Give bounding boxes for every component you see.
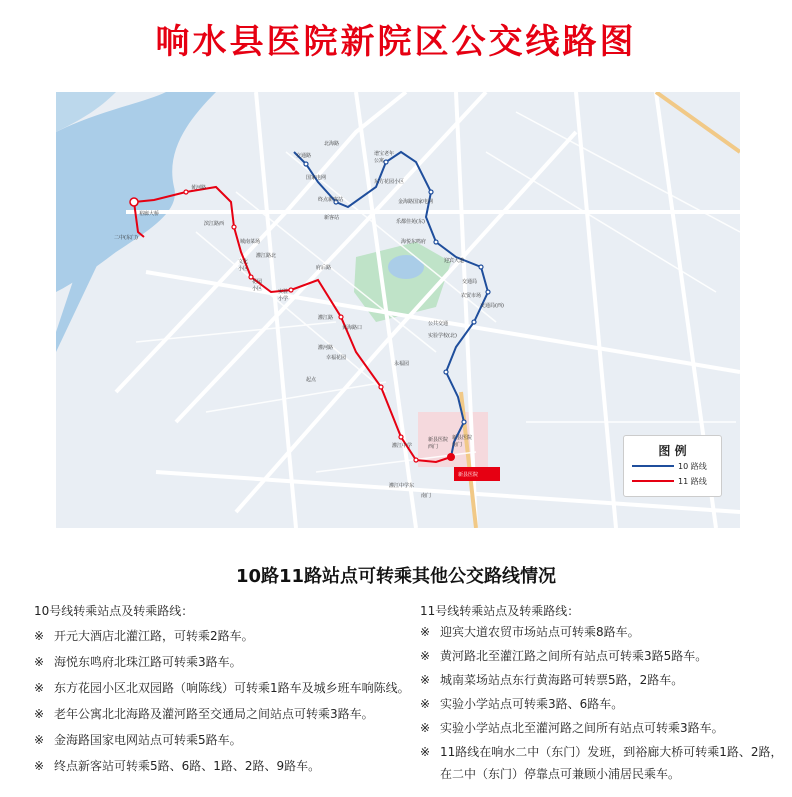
map-label: 交通路 xyxy=(296,153,312,159)
list-item-continuation: 在二中（东门）停靠点可兼顾小浦居民乘车。 xyxy=(440,767,681,781)
map-label: 东方花园小区 xyxy=(374,179,405,185)
map-label: 乐都佳苑(东) xyxy=(396,219,425,225)
mark-icon: ※ xyxy=(34,733,45,747)
left-transfer-list xyxy=(34,603,410,773)
map-label: 交通局(西) xyxy=(480,303,504,309)
map-label: 实验学校(北) xyxy=(428,333,457,339)
map-label: 府后路 xyxy=(316,265,332,271)
map-label: 实验小学 xyxy=(278,289,289,302)
list-item: ※ 终点新客站可转乘5路、6路、1路、2路、9路车。 xyxy=(34,759,321,773)
right-transfer-list xyxy=(420,603,783,781)
mark-icon: ※ xyxy=(34,629,45,643)
mark-icon: ※ xyxy=(420,697,431,711)
legend-label-11: 11 路线 xyxy=(678,477,707,486)
map-label: 新客站 xyxy=(324,215,340,221)
page-title: 响水县医院新院区公交线路图 xyxy=(155,22,637,62)
map-label: 灌江路 xyxy=(318,315,334,321)
map-label: 迎宾大道 xyxy=(444,258,465,264)
list-item: ※ 迎宾大道农贸市场站点可转乘8路车。 xyxy=(420,625,640,639)
map-label: 金海路国家电网 xyxy=(398,199,434,205)
mark-icon: ※ xyxy=(420,721,431,735)
mark-icon: ※ xyxy=(34,759,45,773)
route-map[interactable] xyxy=(56,92,740,528)
map-label: 永福园 xyxy=(394,361,410,367)
map-label: 南门 xyxy=(421,493,432,499)
map-label: 黄海路口 xyxy=(342,325,363,331)
map-label: 花园小区 xyxy=(252,279,263,292)
map-legend xyxy=(623,435,722,497)
map-label: 灌江路北 xyxy=(256,253,277,259)
map-label: 灌江中学东 xyxy=(389,483,415,489)
map-label: 海悦东鸣府 xyxy=(401,239,427,245)
left-heading: 10号线转乘站点及转乘路线： xyxy=(34,604,194,618)
list-item: ※ 11路线在响水二中（东门）发班，到裕廊大桥可转乘1路、2路， xyxy=(420,745,783,759)
map-label: 谱宝老年公寓 xyxy=(374,151,395,164)
legend-swatch-10 xyxy=(632,465,674,467)
list-item: ※ 开元大酒店北灌江路，可转乘2路车。 xyxy=(34,629,254,643)
map-label: 新县医院南门 xyxy=(452,435,473,448)
list-item: ※ 金海路国家电网站点可转乘5路车。 xyxy=(34,733,242,747)
map-label: 交通局 xyxy=(462,279,478,285)
legend-title: 图 例 xyxy=(658,444,687,458)
right-heading: 11号线转乘站点及转乘路线： xyxy=(420,604,580,618)
map-label: 终点新客站 xyxy=(318,197,344,203)
mark-icon: ※ xyxy=(420,745,431,759)
list-item: ※ 城南菜场站点东行黄海路可转票5路，2路车。 xyxy=(420,673,684,687)
section-title: 10路11路站点可转乘其他公交路线情况 xyxy=(235,566,557,587)
map-label: 文化小区 xyxy=(238,259,249,272)
mark-icon: ※ xyxy=(420,625,431,639)
map-label: 灌江中学 xyxy=(392,443,413,449)
legend-item-10 xyxy=(630,461,720,471)
list-item: ※ 实验小学站点北至灌河路之间所有站点可转乘3路车。 xyxy=(420,721,724,735)
hospital-sign-text: 新县医院 xyxy=(458,472,479,478)
map-label: 滨江路西 xyxy=(204,221,225,227)
map-label: 裕廊大桥 xyxy=(139,211,160,217)
legend-label-10: 10 路线 xyxy=(678,462,707,471)
mark-icon: ※ xyxy=(420,673,431,687)
map-label: 新县医院西门 xyxy=(428,437,449,450)
map-label: 黄河路 xyxy=(191,185,207,191)
map-label: 农贸市场 xyxy=(461,293,482,299)
map-label: 起点 xyxy=(306,377,317,383)
mark-icon: ※ xyxy=(34,655,45,669)
mark-icon: ※ xyxy=(34,707,45,721)
map-label: 公共交通 xyxy=(428,321,449,327)
map-label: 幸福花园 xyxy=(326,355,347,361)
map-label: 二中(东门) xyxy=(114,235,138,241)
mark-icon: ※ xyxy=(420,649,431,663)
mark-icon: ※ xyxy=(34,681,45,695)
list-item: ※ 老年公寓北北海路及灌河路至交通局之间站点可转乘3路车。 xyxy=(34,707,374,721)
list-item: ※ 实验小学站点可转乘3路、6路车。 xyxy=(420,697,624,711)
map-label: 灌河路 xyxy=(318,345,334,351)
map-label: 国家电网 xyxy=(306,175,327,181)
list-item: ※ 海悦东鸣府北珠江路可转乘3路车。 xyxy=(34,655,242,669)
legend-swatch-11 xyxy=(632,480,674,482)
list-item: ※ 黄河路北至灌江路之间所有站点可转乘3路5路车。 xyxy=(420,649,708,663)
map-label: 城南菜场 xyxy=(240,239,261,245)
list-item: ※ 东方花园小区北双园路（响陈线）可转乘1路车及城乡班车响陈线。 xyxy=(34,681,410,695)
map-label: 北海路 xyxy=(324,141,340,147)
legend-item-11 xyxy=(630,476,720,486)
